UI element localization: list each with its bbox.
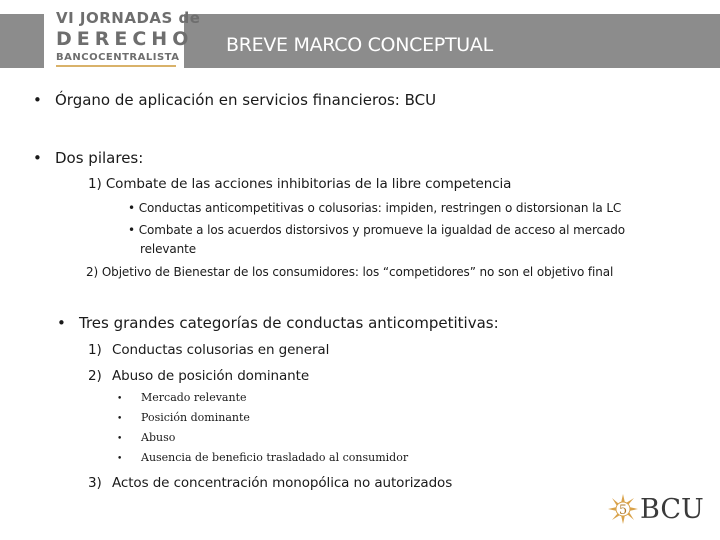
bullet-text: Tres grandes categorías de conductas anticompetitivas: xyxy=(79,314,499,332)
bullet-pillars xyxy=(33,149,143,167)
abuse-item: • Posición dominante xyxy=(117,411,250,424)
logo-line-2: DERECHO xyxy=(56,28,194,50)
bcu-logo xyxy=(606,492,706,528)
bullet-organ xyxy=(33,91,436,109)
logo-number: 5 xyxy=(618,503,628,518)
bullet-dot: • xyxy=(33,149,42,167)
logo-line-3: BANCOCENTRALISTA xyxy=(56,52,180,63)
abuse-item: • Mercado relevante xyxy=(117,391,247,404)
slide-title: BREVE MARCO CONCEPTUAL xyxy=(226,34,493,56)
sun-icon xyxy=(606,492,640,526)
bullet-dot: • xyxy=(33,91,42,109)
pillar-2: 2) Objetivo de Bienestar de los consumidores: los “competidores” no son el objetivo final xyxy=(86,265,614,279)
abuse-item: • Ausencia de beneficio trasladado al consumidor xyxy=(117,451,409,464)
abuse-item: • Abuso xyxy=(117,431,176,444)
bullet-dot: • xyxy=(128,223,139,237)
category-item: 2) Abuso de posición dominante xyxy=(88,368,310,384)
bcu-text: BCU xyxy=(640,494,704,525)
logo-line-1: VI JORNADAS de xyxy=(56,9,201,27)
pillar-1-item: • Conductas anticompetitivas o colusorias: impiden, restringen o distorsionan la LC xyxy=(128,201,622,215)
bullet-text: Dos pilares: xyxy=(55,149,144,167)
bullet-text: Órgano de aplicación en servicios financieros: BCU xyxy=(55,91,437,109)
category-item: 1) Conductas colusorias en general xyxy=(88,342,330,358)
category-item: 3) Actos de concentración monopólica no autorizados xyxy=(88,475,453,491)
bullet-dot: • xyxy=(57,314,66,332)
pillar-1-item: • Combate a los acuerdos distorsivos y promueve la igualdad de acceso al mercado xyxy=(128,223,626,237)
bullet-categories xyxy=(57,314,499,332)
bullet-dot: • xyxy=(128,201,139,215)
pillar-1-item-continuation: relevante xyxy=(140,242,197,256)
pillar-1: 1) Combate de las acciones inhibitorias de la libre competencia xyxy=(88,176,512,192)
